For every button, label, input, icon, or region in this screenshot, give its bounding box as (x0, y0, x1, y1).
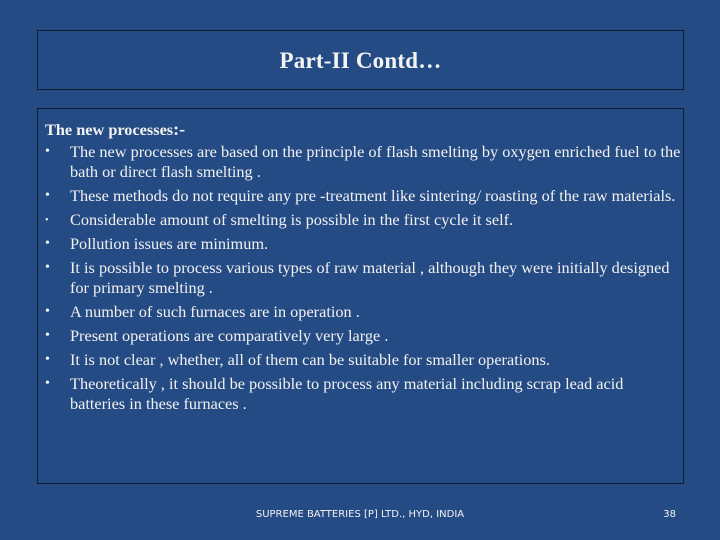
list-item-text: Present operations are comparatively very large . (70, 326, 389, 345)
list-item-text: It is possible to process various types of raw material , although they were initially designed for primary smelting . (70, 258, 670, 297)
content-box (37, 108, 684, 484)
list-item (45, 234, 681, 254)
list-item (45, 326, 681, 346)
list-item-text: A number of such furnaces are in operation . (70, 302, 360, 321)
list-item (45, 302, 681, 322)
list-item (45, 210, 681, 230)
section-heading-text: The new processes (45, 120, 174, 139)
footer-text: SUPREME BATTERIES [P] LTD., HYD, INDIA (255, 509, 465, 520)
list-item-text: The new processes are based on the principle of flash smelting by oxygen enriched fuel to the bath or direct flash smelting . (70, 142, 681, 181)
bullet-icon: • (45, 215, 49, 226)
list-item-text: Pollution issues are minimum. (70, 234, 269, 253)
list-item (45, 186, 681, 206)
list-item-text: Theoretically , it should be possible to process any material including scrap lead acid batteries in these furnaces . (70, 374, 624, 413)
title-box (37, 30, 684, 90)
list-item (45, 374, 681, 414)
section-heading (45, 119, 681, 140)
bullet-icon: • (45, 188, 50, 203)
slide-title: Part-II Contd… (279, 48, 442, 73)
body-text (45, 119, 681, 418)
list-item (45, 258, 681, 298)
list-item (45, 142, 681, 182)
list-item-text: It is not clear , whether, all of them can be suitable for smaller operations. (70, 350, 550, 369)
bullet-icon: • (45, 328, 50, 343)
bullet-icon: • (45, 352, 50, 367)
list-item (45, 350, 681, 370)
bullet-icon: • (45, 236, 50, 251)
list-item-text: These methods do not require any pre -treatment like sintering/ roasting of the raw materials. (70, 186, 676, 205)
page-number: 38 (663, 509, 676, 520)
bullet-icon: • (45, 144, 50, 159)
list-item-text: Considerable amount of smelting is possible in the first cycle it self. (70, 210, 514, 229)
section-heading-suffix: :- (173, 119, 186, 139)
bullet-list (45, 142, 681, 414)
bullet-icon: • (45, 376, 50, 391)
bullet-icon: • (45, 304, 50, 319)
bullet-icon: • (45, 260, 50, 275)
